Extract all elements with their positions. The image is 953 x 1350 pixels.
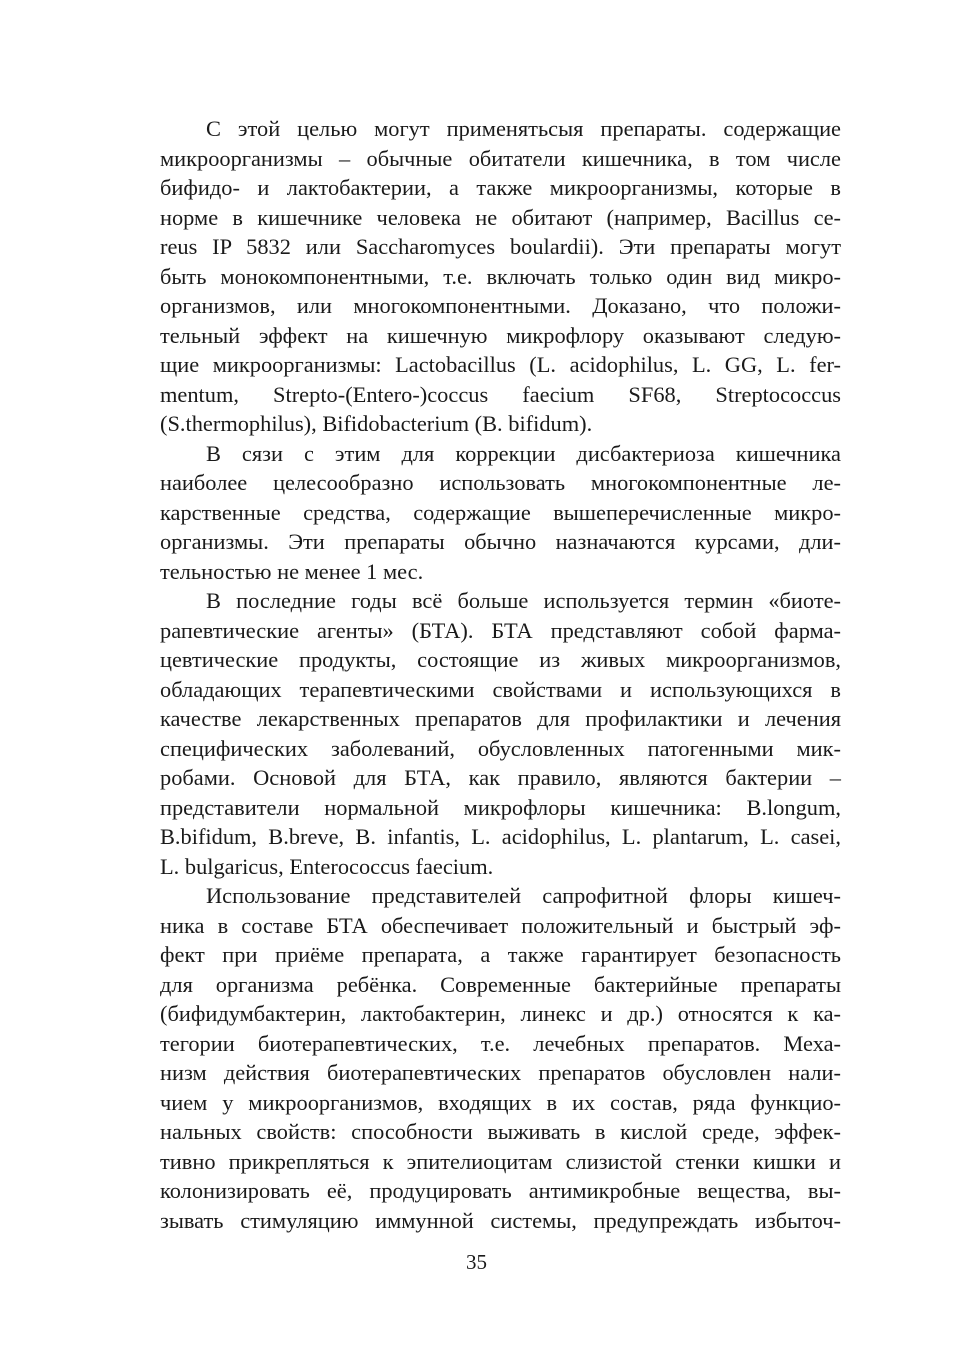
paragraph [114,586,841,881]
paragraph [114,439,841,587]
text-line: тельностью не менее 1 мес. [160,558,424,584]
text-line: рапевтические агенты» (БТА). БТА представляют собой фарма- [160,617,841,643]
text-line: чием у микроорганизмов, входящих в их состав, ряда функцио- [160,1089,841,1115]
text-line: L. bulgaricus, Enterococcus faecium. [160,853,494,879]
paragraph [114,114,841,439]
page-number: 35 [466,1250,487,1274]
text-line: бифидо- и лактобактерии, а также микроорганизмы, которые в [160,175,841,200]
text-line: низм действия биотерапевтических препаратов обусловлен нали- [160,1060,841,1085]
text-line: наиболее целесообразно использовать многокомпонентные ле- [160,470,841,495]
text-line: представители нормальной микрофлоры кишечника: B.longum, [160,794,841,820]
text-line: норме в кишечнике человека не обитают (например, Bacillus ce- [160,204,841,230]
text-line: цевтические продукты, состоящие из живых микроорганизмов, [160,647,841,672]
text-line: нальных свойств: способности выживать в кислой среде, эффек- [160,1119,841,1144]
text-line: С этой целью могут применятьсыя препараты. содержащие [206,116,841,141]
text-line: организмов, или многокомпонентными. Доказано, что положи- [160,293,841,318]
text-line: робами. Основой для БТА, как правило, являются бактерии – [160,765,841,790]
text-line: для организма ребёнка. Современные бактерийные препараты [160,971,841,997]
text-line: mentum, Strepto-(Entero-)coccus faecium SF68, Streptococcus [160,381,841,407]
text-line: В последние годы всё больше используется термин «биоте- [206,588,841,613]
text-line: организмы. Эти препараты обычно назначаются курсами, дли- [160,529,841,554]
text-line: качестве лекарственных препаратов для профилактики и лечения [160,706,841,731]
text-line: специфических заболеваний, обусловленных патогенными мик- [160,735,841,761]
paragraph [114,881,841,1235]
text-line: обладающих терапевтическими свойствами и использующихся в [160,676,841,702]
text-line: фект при приёме препарата, а также гарантирует безопасность [160,942,841,967]
text-line: тельный эффект на кишечную микрофлору оказывают следую- [160,322,841,348]
page-body [114,114,841,1235]
text-line: B.bifidum, B.breve, B. infantis, L. acidophilus, L. plantarum, L. casei, [160,824,841,849]
text-line: тивно прикрепляться к эпителиоцитам слизистой стенки кишки и [160,1148,841,1174]
text-line: (S.thermophilus), Bifidobacterium (B. bifidum). [160,411,593,436]
text-line: reus IP 5832 или Saccharomyces boulardii). Эти препараты могут [160,234,841,259]
text-line: Использование представителей сапрофитной флоры кишеч- [206,883,841,908]
text-line: щие микроорганизмы: Lactobacillus (L. acidophilus, L. GG, L. fer- [160,352,841,377]
text-line: (бифидумбактерин, лактобактерин, линекс и др.) относятся к ка- [160,1001,841,1026]
text-line: ника в составе БТА обеспечивает положительный и быстрый эф- [160,912,841,938]
text-line: В сязи с этим для коррекции дисбактериоза кишечника [206,440,841,466]
text-line: тегории биотерапевтических, т.е. лечебных препаратов. Меха- [160,1030,841,1056]
text-line: карственные средства, содержащие вышеперечисленные микро- [160,499,841,525]
text-line: микроорганизмы – обычные обитатели кишечника, в том числе [160,145,841,171]
text-line: колонизировать её, продуцировать антимикробные вещества, вы- [160,1178,841,1203]
text-line: быть монокомпонентными, т.е. включать только один вид микро- [160,263,841,289]
text-line: зывать стимуляцию иммунной системы, предупреждать избыточ- [160,1207,841,1233]
